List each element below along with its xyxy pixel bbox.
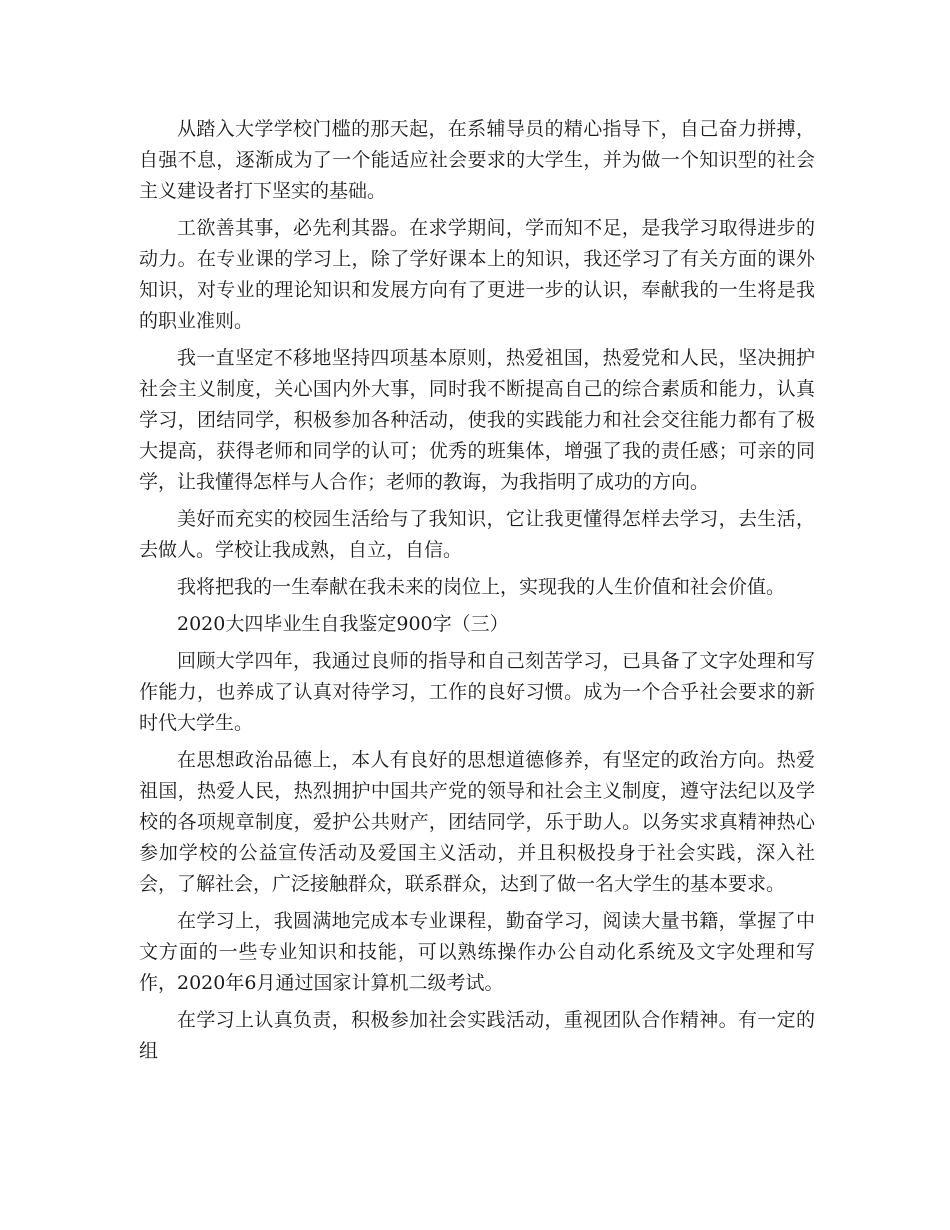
paragraph: 回顾大学四年，我通过良师的指导和自己刻苦学习，已具备了文字处理和写作能力，也养成了认真对待学习，工作的良好习惯。成为一个合乎社会要求的新时代大学生。 xyxy=(139,650,815,734)
section-heading: 2020大四毕业生自我鉴定900字（三） xyxy=(177,613,509,635)
paragraph: 我一直坚定不移地坚持四项基本原则，热爱祖国，热爱党和人民，坚决拥护社会主义制度，关心国内外大事，同时我不断提高自己的综合素质和能力，认真学习，团结同学，积极参加各种活动，使我的实践能力和社会交往能力都有了极大提高，获得老师和同学的认可；优秀的班集体，增强了我的责任感；可亲的同学，让我懂得怎样与人合作；老师的教诲，为我指明了成功的方向。 xyxy=(139,347,815,493)
paragraph: 在学习上，我圆满地完成本专业课程，勤奋学习，阅读大量书籍，掌握了中文方面的一些专业知识和技能，可以熟练操作办公自动化系统及文字处理和写作，2020年6月通过国家计算机二级考试。 xyxy=(139,910,815,994)
document-body xyxy=(139,114,815,1073)
paragraph: 在学习上认真负责，积极参加社会实践活动，重视团队合作精神。有一定的组 xyxy=(139,1009,815,1062)
paragraph: 我将把我的一生奉献在我未来的岗位上，实现我的人生价值和社会价值。 xyxy=(177,576,786,598)
paragraph: 在思想政治品德上，本人有良好的思想道德修养，有坚定的政治方向。热爱祖国，热爱人民，热烈拥护中国共产党的领导和社会主义制度，遵守法纪以及学校的各项规章制度，爱护公共财产，团结同学，乐于助人。以务实求真精神热心参加学校的公益宣传活动及爱国主义活动，并且积极投身于社会实践，深入社会，了解社会，广泛接触群众，联系群众，达到了做一名大学生的基本要求。 xyxy=(139,749,815,895)
paragraph: 工欲善其事，必先利其器。在求学期间，学而知不足，是我学习取得进步的动力。在专业课的学习上，除了学好课本上的知识，我还学习了有关方面的课外知识，对专业的理论知识和发展方向有了更进一步的认识，奉献我的一生将是我的职业准则。 xyxy=(139,217,815,332)
paragraph: 美好而充实的校园生活给与了我知识，它让我更懂得怎样去学习，去生活，去做人。学校让我成熟，自立，自信。 xyxy=(139,508,815,561)
paragraph: 从踏入大学学校门槛的那天起，在系辅导员的精心指导下，自己奋力拼搏，自强不息，逐渐成为了一个能适应社会要求的大学生，并为做一个知识型的社会主义建设者打下坚实的基础。 xyxy=(139,118,815,202)
